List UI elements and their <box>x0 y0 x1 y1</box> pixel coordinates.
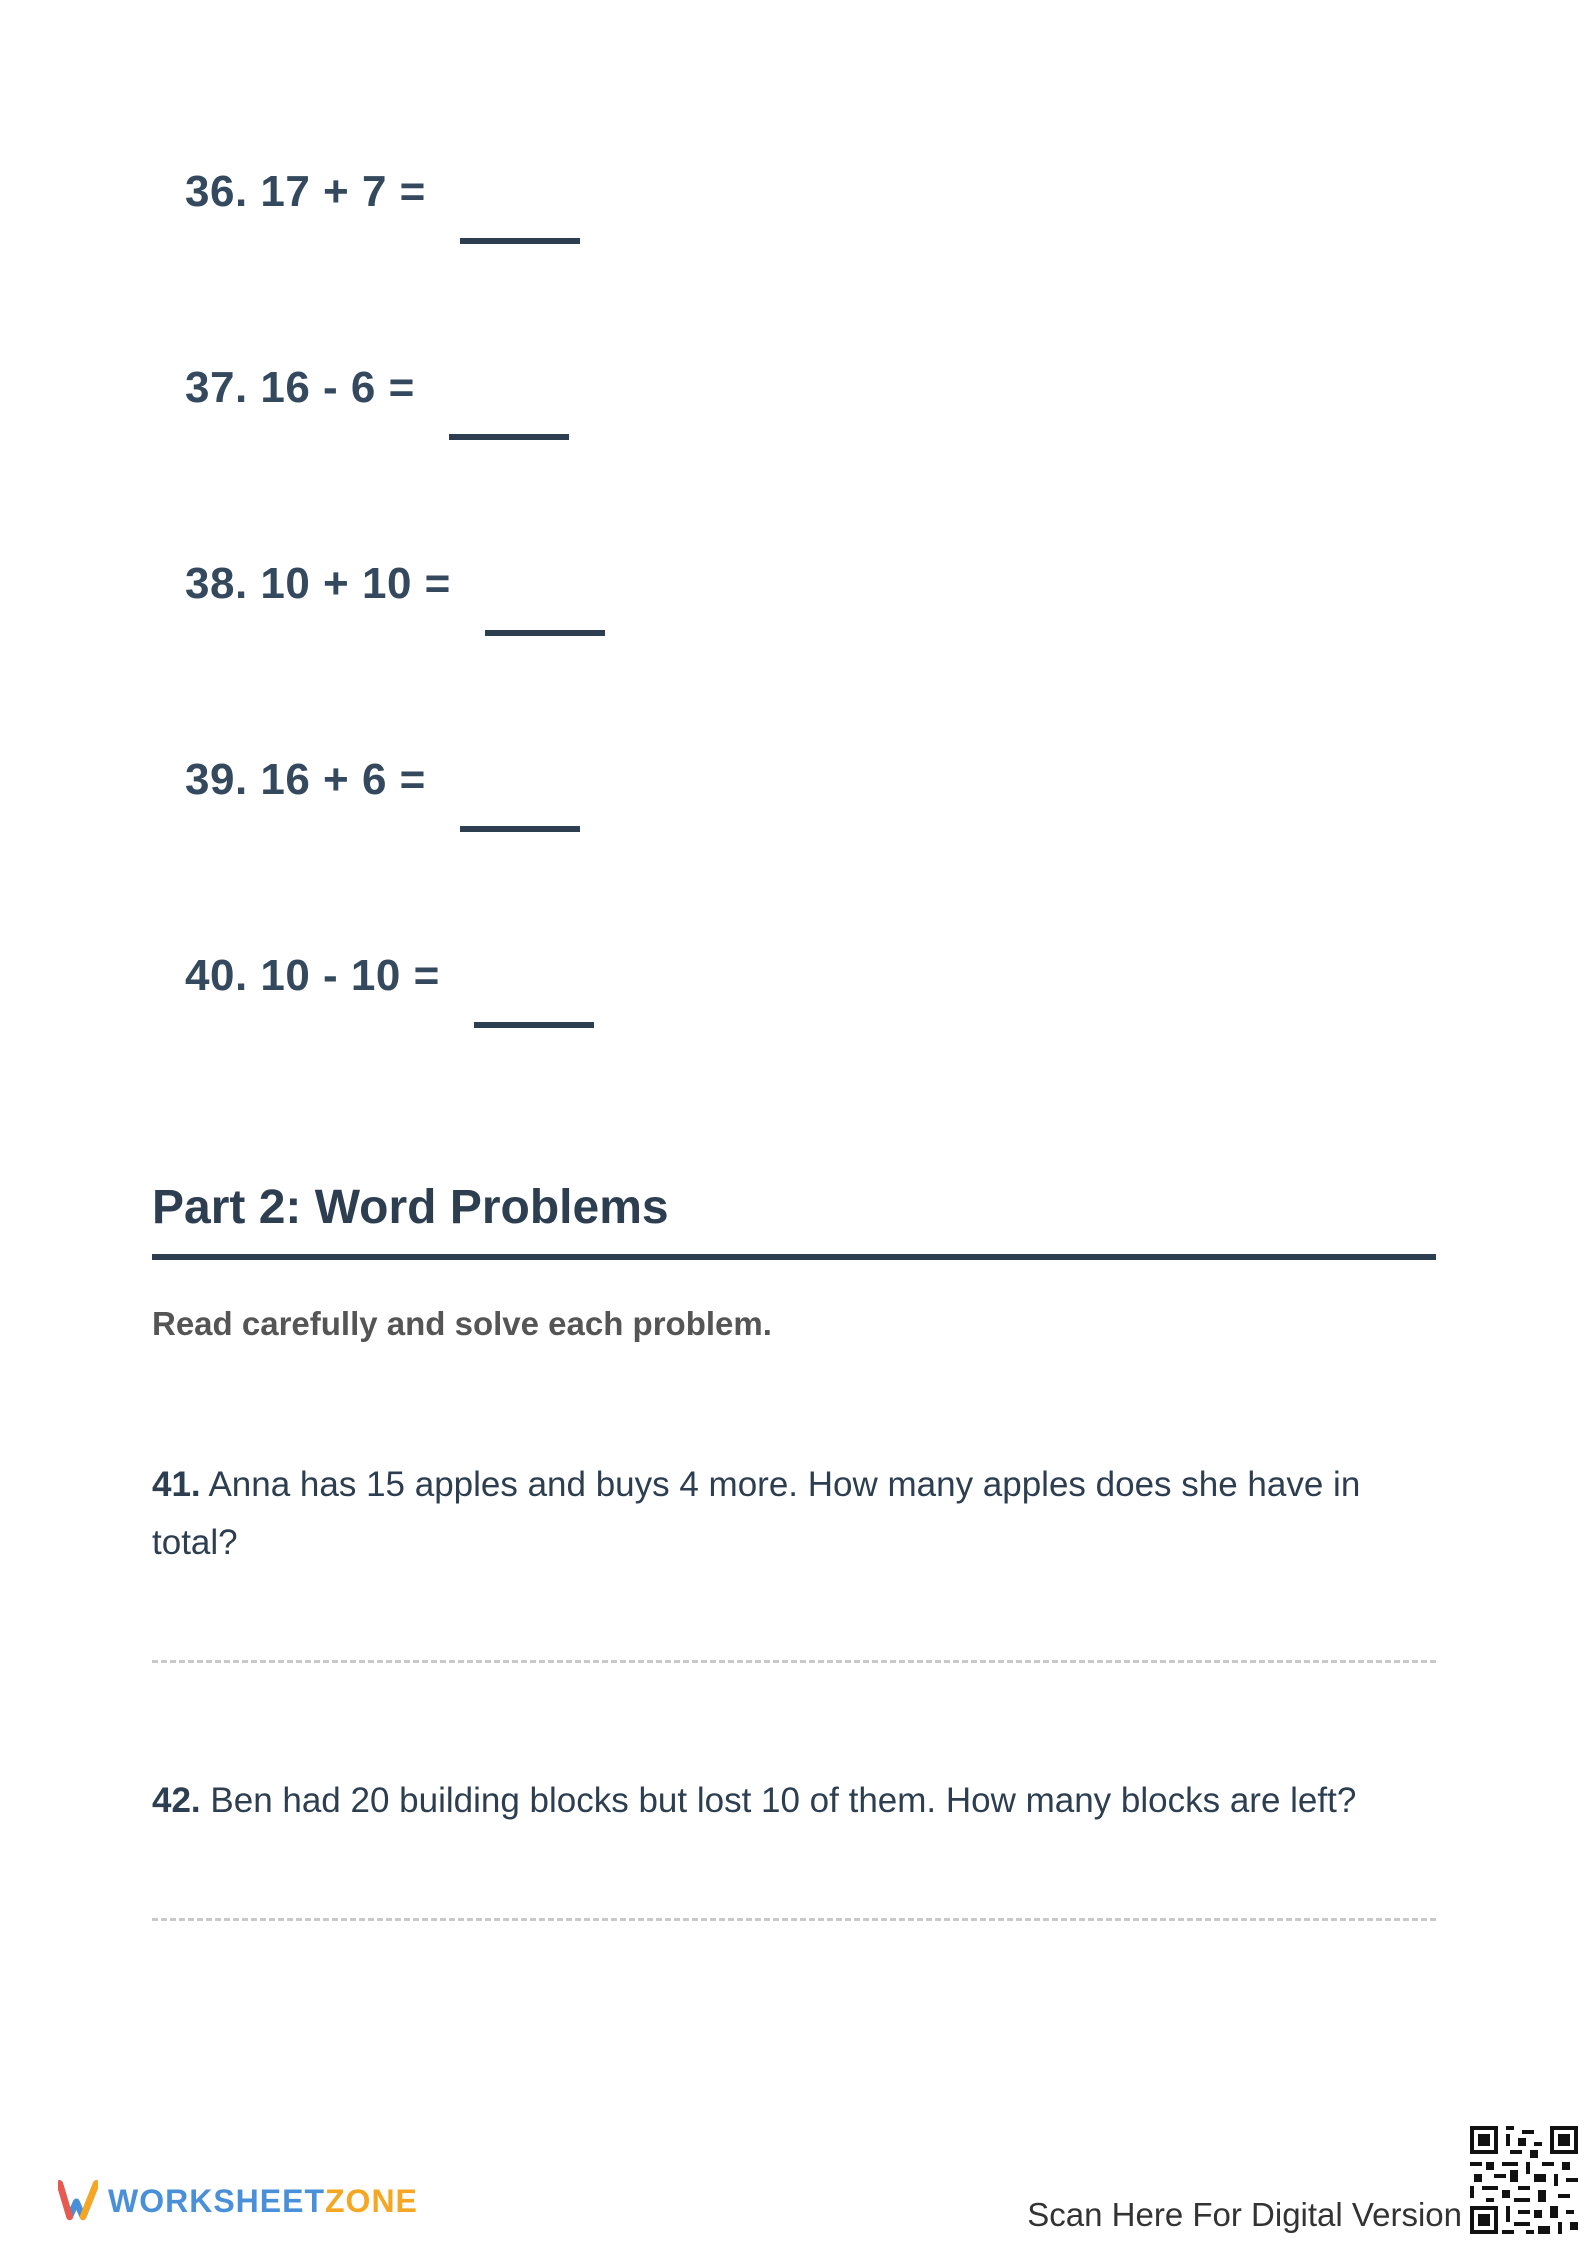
answer-blank[interactable] <box>449 434 569 440</box>
section-divider <box>152 1254 1436 1260</box>
problem-text: Ben had 20 building blocks but lost 10 of them. How many blocks are left? <box>200 1781 1357 1820</box>
brand-logo <box>58 2180 418 2222</box>
equation-row-38 <box>185 559 605 608</box>
equation-row-40 <box>185 951 594 1000</box>
worksheetzone-logo-icon <box>58 2180 98 2222</box>
qr-code-icon[interactable] <box>1470 2126 1578 2234</box>
equation-row-36 <box>185 167 580 216</box>
equation-text: 36. 17 + 7 = <box>185 167 426 216</box>
equation-text: 40. 10 - 10 = <box>185 951 440 1000</box>
instructions: Read carefully and solve each problem. <box>152 1305 772 1342</box>
brand-name <box>108 2183 418 2220</box>
equation-text: 37. 16 - 6 = <box>185 363 415 412</box>
answer-line-41[interactable] <box>152 1660 1436 1663</box>
answer-blank[interactable] <box>474 1022 594 1028</box>
problem-number: 41. <box>152 1465 201 1504</box>
answer-blank[interactable] <box>460 238 580 244</box>
answer-blank[interactable] <box>485 630 605 636</box>
word-problem-42 <box>152 1772 1436 1830</box>
equation-text: 39. 16 + 6 = <box>185 755 426 804</box>
answer-line-42[interactable] <box>152 1918 1436 1921</box>
word-problem-41 <box>152 1456 1436 1572</box>
equation-row-39 <box>185 755 580 804</box>
equation-text: 38. 10 + 10 = <box>185 559 451 608</box>
answer-blank[interactable] <box>460 826 580 832</box>
section-title: Part 2: Word Problems <box>152 1181 669 1234</box>
brand-name-part2: ZONE <box>325 2182 418 2219</box>
scan-text: Scan Here For Digital Version <box>1027 2196 1462 2233</box>
problem-text: Anna has 15 apples and buys 4 more. How many apples does she have in total? <box>152 1465 1361 1562</box>
brand-name-part1: WORKSHEET <box>108 2182 325 2219</box>
equation-row-37 <box>185 363 569 412</box>
problem-number: 42. <box>152 1781 201 1820</box>
